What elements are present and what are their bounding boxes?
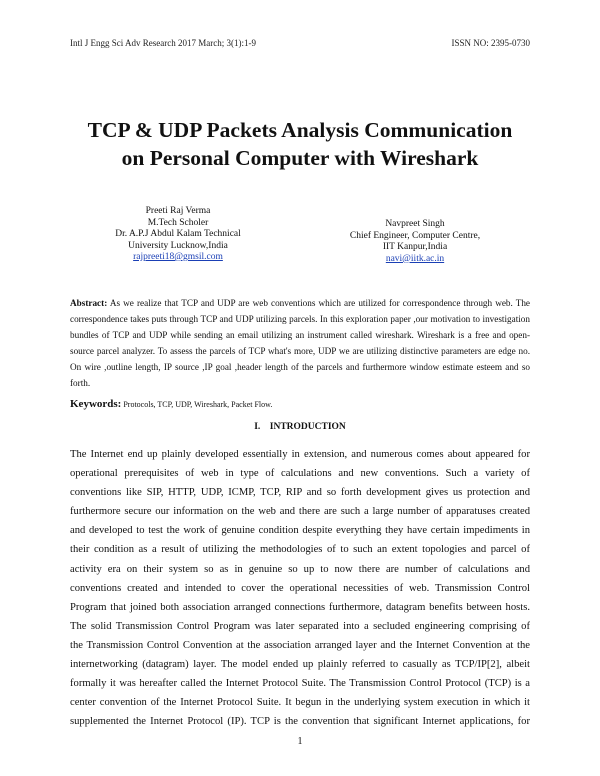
paper-title — [40, 116, 560, 172]
author-affiliation: University Lucknow,India — [128, 240, 228, 251]
author-name: Navpreet Singh — [385, 219, 445, 229]
author-affiliation: Dr. A.P.J Abdul Kalam Technical — [115, 229, 241, 239]
issn-number: ISSN NO: 2395-0730 — [451, 38, 530, 48]
author-role: M.Tech Scholer — [147, 217, 209, 228]
abstract-label: Abstract: — [70, 298, 108, 308]
page-number: 1 — [297, 736, 303, 747]
body-line: The Internet end up plainly developed essentially in extension, and numerous comes about appeared for — [70, 449, 530, 460]
author-block-1 — [70, 206, 286, 264]
title-line-2: on Personal Computer with Wireshark — [121, 146, 479, 170]
keywords-label: Keywords: — [70, 398, 122, 410]
author-affiliation: IIT Kanpur,India — [382, 242, 448, 252]
abstract — [70, 295, 530, 391]
author-role: Chief Engineer, Computer Centre, — [349, 230, 481, 241]
body-line: their condition as a result of utilizing the methodologies of to such an extent topologies and parcel of — [70, 544, 530, 556]
body-line: conventions like SIP, HTTP, UDP, ICMP, TCP, RIP and so forth development gives us protection and — [70, 487, 530, 499]
journal-citation: Intl J Engg Sci Adv Research 2017 March; 3(1):1-9 — [70, 38, 256, 48]
body-line: activity era on their system so as in genuine so up to now there are number of calculations and — [70, 563, 530, 575]
body-line: Program that joined both association arranged connections furthermore, datagram benefits between hosts. — [70, 601, 530, 613]
author-email-link[interactable]: rajpreeti18@gmsil.com — [133, 252, 223, 262]
keywords-text: Protocols, TCP, UDP, Wireshark, Packet Flow. — [123, 400, 273, 409]
author-name: Preeti Raj Verma — [145, 206, 211, 216]
body-line: formally it was hereafter called the Internet Protocol Suite. The Transmission Control Protocol (TCP) is a — [70, 678, 530, 690]
section-heading — [70, 422, 530, 432]
introduction-body — [70, 445, 530, 731]
body-line: conventions created and intended to cover the operational necessities of web. Transmission Control — [70, 582, 530, 594]
running-header — [70, 38, 530, 48]
author-block-2 — [300, 219, 530, 265]
keywords — [70, 398, 530, 410]
body-line: supplemented the Internet Protocol (IP). TCP is the convention that significant Internet applications, for — [70, 716, 530, 728]
body-line: internetworking (datagram) layer. The model ended up plainly referred to casually as TCP/IP[2], albeit — [70, 659, 530, 671]
body-line: and developed to test the work of genuine condition despite everything they have certain impediments in — [70, 525, 530, 537]
title-line-1: TCP & UDP Packets Analysis Communication — [87, 118, 513, 142]
introduction-heading: I. INTRODUCTION — [254, 422, 346, 432]
abstract-text: As we realize that TCP and UDP are web conventions which are utilized for correspondence through web. The correspondence takes puts through TCP and UDP utilizing parcels. In this exploration paper ,our motivation to investigation bundles of TCP and UDP while sending an email utilizing an instrument called wireshark. Wireshark is a free and open-source parcel analyzer. To assess the parcels of TCP what's more, UDP we are utilizing distinctive parameters are edge no. On wire ,outline length, IP source ,IP goal ,header length of the parcels and furthermore window estimate esteem and so forth. — [70, 298, 531, 388]
author-email-link[interactable]: navi@iitk.ac.in — [385, 253, 445, 264]
body-line: operational prerequisites of web in type of calculations and new conventions. Such a variety of — [70, 468, 530, 480]
body-line: the Transmission Control Convention at the association arranged layer and the Internet Convention at the — [70, 639, 530, 651]
body-line: center convention of the Internet Protocol Suite. It begun in the underlying system execution in which it — [70, 697, 530, 709]
body-line: The solid Transmission Control Program was later separated into a secluded engineering comprising of — [70, 620, 530, 632]
body-line: furthermore secure our information on the web and there are such a large number of apparatuses created — [70, 506, 530, 518]
